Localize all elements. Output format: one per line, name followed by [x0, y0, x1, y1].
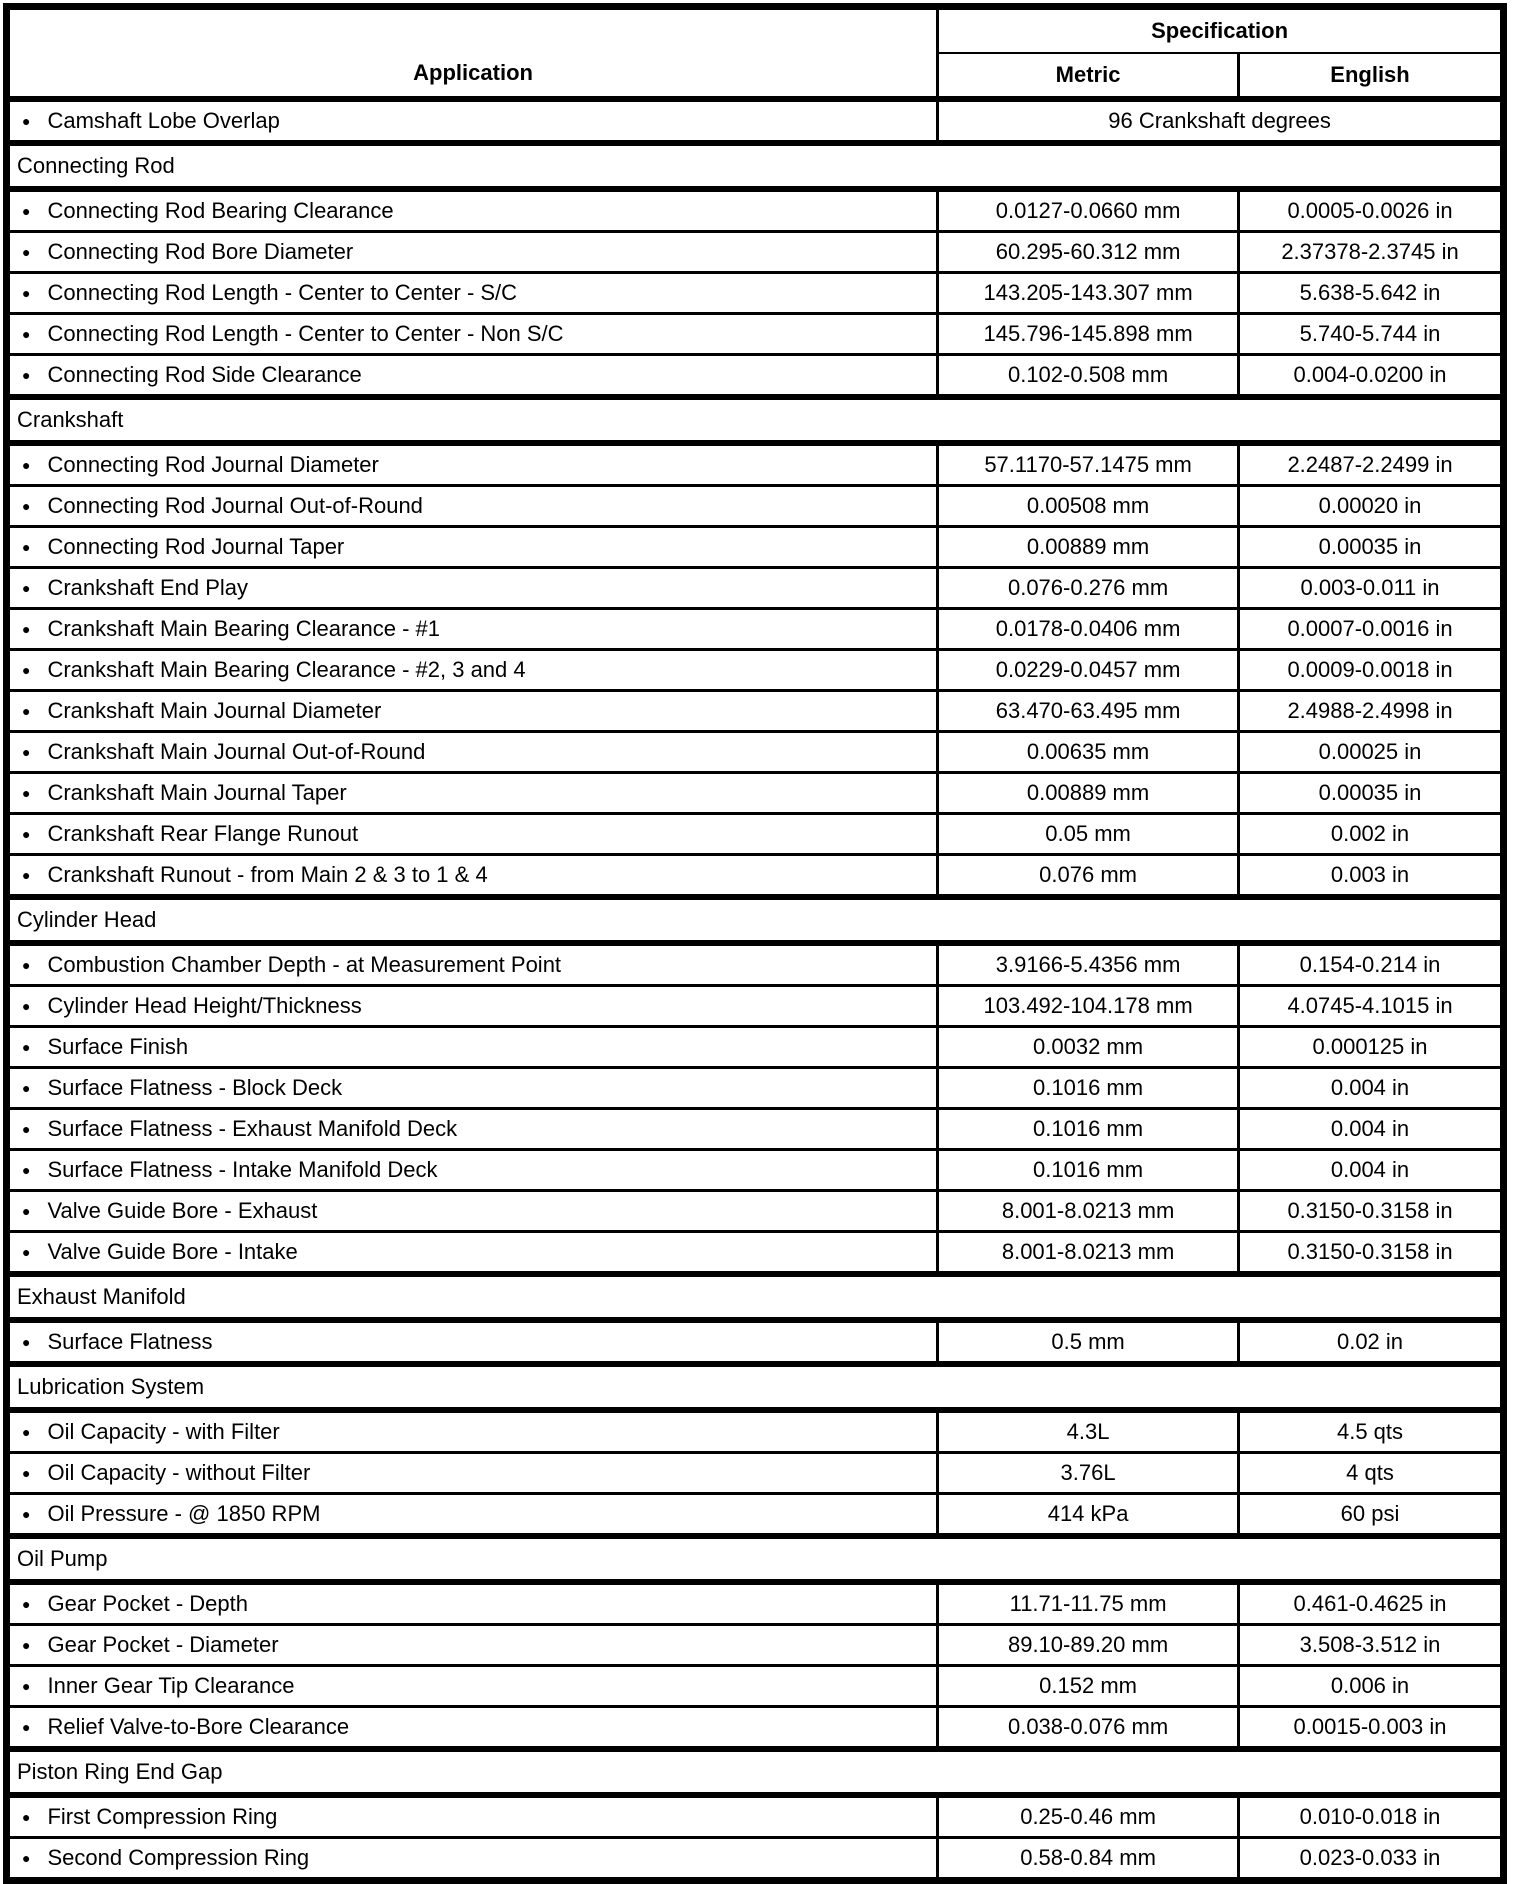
metric-cell: 60.295-60.312 mm — [938, 232, 1239, 273]
specification-table — [3, 3, 1507, 1884]
application-cell — [7, 1191, 938, 1232]
application-cell — [7, 855, 938, 898]
spec-row — [7, 568, 1504, 609]
metric-cell: 11.71-11.75 mm — [938, 1582, 1239, 1625]
english-cell: 0.00020 in — [1239, 486, 1504, 527]
bullet-icon: ● — [22, 1719, 31, 1736]
english-cell: 2.2487-2.2499 in — [1239, 443, 1504, 486]
bullet-icon: ● — [22, 539, 31, 556]
application-cell — [7, 1582, 938, 1625]
spec-row — [7, 1027, 1504, 1068]
english-cell: 5.740-5.744 in — [1239, 314, 1504, 355]
application-label: Valve Guide Bore - Exhaust — [47, 1198, 318, 1224]
bullet-icon: ● — [22, 285, 31, 302]
spec-row — [7, 814, 1504, 855]
metric-cell: 0.076 mm — [938, 855, 1239, 898]
metric-cell: 145.796-145.898 mm — [938, 314, 1239, 355]
application-label: Valve Guide Bore - Intake — [47, 1239, 298, 1265]
spec-row — [7, 1150, 1504, 1191]
bullet-icon: ● — [22, 785, 31, 802]
application-label: Gear Pocket - Depth — [47, 1591, 249, 1617]
application-label: Surface Finish — [47, 1034, 189, 1060]
application-label: Connecting Rod Side Clearance — [47, 362, 362, 388]
english-cell: 0.003 in — [1239, 855, 1504, 898]
metric-cell: 0.1016 mm — [938, 1150, 1239, 1191]
bullet-icon: ● — [22, 1162, 31, 1179]
english-cell: 0.02 in — [1239, 1320, 1504, 1364]
application-cell — [7, 650, 938, 691]
metric-cell: 0.076-0.276 mm — [938, 568, 1239, 609]
application-label: Gear Pocket - Diameter — [47, 1632, 279, 1658]
application-cell — [7, 1410, 938, 1453]
metric-cell: 0.00889 mm — [938, 773, 1239, 814]
application-cell — [7, 527, 938, 568]
spec-row — [7, 609, 1504, 650]
english-cell: 0.0007-0.0016 in — [1239, 609, 1504, 650]
spec-row — [7, 855, 1504, 898]
section-row — [7, 1536, 1504, 1582]
section-row — [7, 1364, 1504, 1410]
spec-row — [7, 1838, 1504, 1881]
application-label: Connecting Rod Journal Taper — [47, 534, 345, 560]
application-cell — [7, 1625, 938, 1666]
application-label: Camshaft Lobe Overlap — [47, 108, 280, 134]
application-cell — [7, 273, 938, 314]
application-cell — [7, 486, 938, 527]
application-label: Combustion Chamber Depth - at Measurement Point — [47, 952, 562, 978]
english-cell: 0.0005-0.0026 in — [1239, 189, 1504, 232]
spec-row — [7, 232, 1504, 273]
bullet-icon: ● — [22, 113, 31, 130]
spec-row — [7, 691, 1504, 732]
specification-span-cell: 96 Crankshaft degrees — [938, 99, 1504, 143]
bullet-icon: ● — [22, 1678, 31, 1695]
spec-row — [7, 1232, 1504, 1275]
spec-row — [7, 1410, 1504, 1453]
application-cell — [7, 189, 938, 232]
spec-table-body — [7, 99, 1504, 1881]
section-row — [7, 1274, 1504, 1320]
bullet-icon: ● — [22, 1334, 31, 1351]
bullet-icon: ● — [22, 998, 31, 1015]
bullet-icon: ● — [22, 1596, 31, 1613]
application-cell — [7, 773, 938, 814]
section-row — [7, 397, 1504, 443]
application-label: Connecting Rod Length - Center to Center - Non S/C — [47, 321, 564, 347]
bullet-icon: ● — [22, 867, 31, 884]
metric-cell: 0.0178-0.0406 mm — [938, 609, 1239, 650]
metric-cell: 0.5 mm — [938, 1320, 1239, 1364]
application-label: Crankshaft Main Journal Out-of-Round — [47, 739, 426, 765]
bullet-icon: ● — [22, 203, 31, 220]
english-cell: 0.3150-0.3158 in — [1239, 1232, 1504, 1275]
english-cell: 0.000125 in — [1239, 1027, 1504, 1068]
english-cell: 4.0745-4.1015 in — [1239, 986, 1504, 1027]
section-row — [7, 897, 1504, 943]
section-label: Oil Pump — [7, 1536, 1504, 1582]
english-cell: 3.508-3.512 in — [1239, 1625, 1504, 1666]
english-cell: 0.0009-0.0018 in — [1239, 650, 1504, 691]
metric-cell: 57.1170-57.1475 mm — [938, 443, 1239, 486]
spec-row — [7, 273, 1504, 314]
application-cell — [7, 355, 938, 398]
application-cell — [7, 1232, 938, 1275]
application-cell — [7, 1027, 938, 1068]
metric-cell: 63.470-63.495 mm — [938, 691, 1239, 732]
section-row — [7, 143, 1504, 189]
spec-row — [7, 650, 1504, 691]
bullet-icon: ● — [22, 957, 31, 974]
bullet-icon: ● — [22, 498, 31, 515]
bullet-icon: ● — [22, 457, 31, 474]
spec-row — [7, 486, 1504, 527]
bullet-icon: ● — [22, 826, 31, 843]
application-cell — [7, 814, 938, 855]
bullet-icon: ● — [22, 1121, 31, 1138]
application-label: Connecting Rod Bore Diameter — [47, 239, 354, 265]
application-cell — [7, 1666, 938, 1707]
application-label: Surface Flatness - Intake Manifold Deck — [47, 1157, 438, 1183]
spec-row — [7, 1109, 1504, 1150]
metric-cell: 0.00889 mm — [938, 527, 1239, 568]
english-cell: 0.00035 in — [1239, 773, 1504, 814]
metric-cell: 0.0127-0.0660 mm — [938, 189, 1239, 232]
application-label: Crankshaft End Play — [47, 575, 249, 601]
application-cell — [7, 986, 938, 1027]
bullet-icon: ● — [22, 580, 31, 597]
bullet-icon: ● — [22, 1465, 31, 1482]
bullet-icon: ● — [22, 1203, 31, 1220]
application-label: Inner Gear Tip Clearance — [47, 1673, 295, 1699]
spec-row — [7, 943, 1504, 986]
application-column-header: Application — [7, 7, 938, 100]
header-row-1 — [7, 7, 1504, 54]
metric-cell: 103.492-104.178 mm — [938, 986, 1239, 1027]
spec-row — [7, 355, 1504, 398]
application-cell — [7, 314, 938, 355]
metric-cell: 0.25-0.46 mm — [938, 1795, 1239, 1838]
english-cell: 0.00035 in — [1239, 527, 1504, 568]
english-cell: 0.004 in — [1239, 1150, 1504, 1191]
application-cell — [7, 1068, 938, 1109]
metric-cell: 8.001-8.0213 mm — [938, 1191, 1239, 1232]
section-label: Cylinder Head — [7, 897, 1504, 943]
application-label: Crankshaft Rear Flange Runout — [47, 821, 359, 847]
metric-column-header: Metric — [938, 53, 1239, 99]
bullet-icon: ● — [22, 744, 31, 761]
spec-row — [7, 1625, 1504, 1666]
english-cell: 2.4988-2.4998 in — [1239, 691, 1504, 732]
section-label: Crankshaft — [7, 397, 1504, 443]
section-label: Exhaust Manifold — [7, 1274, 1504, 1320]
metric-cell: 414 kPa — [938, 1494, 1239, 1537]
application-cell — [7, 1707, 938, 1750]
application-cell — [7, 99, 938, 143]
english-cell: 0.004 in — [1239, 1109, 1504, 1150]
metric-cell: 0.0229-0.0457 mm — [938, 650, 1239, 691]
section-label: Lubrication System — [7, 1364, 1504, 1410]
application-label: Oil Capacity - without Filter — [47, 1460, 311, 1486]
metric-cell: 0.00635 mm — [938, 732, 1239, 773]
english-cell: 0.002 in — [1239, 814, 1504, 855]
metric-cell: 4.3L — [938, 1410, 1239, 1453]
english-column-header: English — [1239, 53, 1504, 99]
bullet-icon: ● — [22, 621, 31, 638]
spec-row — [7, 1795, 1504, 1838]
spec-row — [7, 773, 1504, 814]
english-cell: 4 qts — [1239, 1453, 1504, 1494]
spec-row — [7, 1494, 1504, 1537]
spec-row — [7, 1453, 1504, 1494]
metric-cell: 143.205-143.307 mm — [938, 273, 1239, 314]
metric-cell: 0.1016 mm — [938, 1068, 1239, 1109]
application-label: Surface Flatness - Block Deck — [47, 1075, 343, 1101]
application-label: Crankshaft Runout - from Main 2 & 3 to 1 & 4 — [47, 862, 488, 888]
application-label: Oil Capacity - with Filter — [47, 1419, 280, 1445]
section-label: Piston Ring End Gap — [7, 1749, 1504, 1795]
metric-cell: 0.58-0.84 mm — [938, 1838, 1239, 1881]
metric-cell: 89.10-89.20 mm — [938, 1625, 1239, 1666]
english-cell: 4.5 qts — [1239, 1410, 1504, 1453]
bullet-icon: ● — [22, 1809, 31, 1826]
spec-row — [7, 527, 1504, 568]
metric-cell: 0.102-0.508 mm — [938, 355, 1239, 398]
spec-row — [7, 189, 1504, 232]
spec-row — [7, 1582, 1504, 1625]
metric-cell: 0.038-0.076 mm — [938, 1707, 1239, 1750]
metric-cell: 3.76L — [938, 1453, 1239, 1494]
specification-column-header: Specification — [938, 7, 1504, 54]
spec-row — [7, 1320, 1504, 1364]
spec-row — [7, 1068, 1504, 1109]
application-cell — [7, 732, 938, 773]
metric-cell: 0.152 mm — [938, 1666, 1239, 1707]
application-cell — [7, 1320, 938, 1364]
spec-row — [7, 1707, 1504, 1750]
bullet-icon: ● — [22, 1506, 31, 1523]
english-cell: 0.006 in — [1239, 1666, 1504, 1707]
application-label: Connecting Rod Bearing Clearance — [47, 198, 394, 224]
english-cell: 0.003-0.011 in — [1239, 568, 1504, 609]
application-label: Crankshaft Main Bearing Clearance - #1 — [47, 616, 440, 642]
application-cell — [7, 609, 938, 650]
application-cell — [7, 1494, 938, 1537]
application-cell — [7, 1838, 938, 1881]
application-cell — [7, 232, 938, 273]
spec-row — [7, 1191, 1504, 1232]
spec-row — [7, 314, 1504, 355]
metric-cell: 0.05 mm — [938, 814, 1239, 855]
application-label: Second Compression Ring — [47, 1845, 310, 1871]
english-cell: 0.3150-0.3158 in — [1239, 1191, 1504, 1232]
section-row — [7, 1749, 1504, 1795]
application-label: Crankshaft Main Bearing Clearance - #2, 3 and 4 — [47, 657, 526, 683]
english-cell: 0.00025 in — [1239, 732, 1504, 773]
section-label: Connecting Rod — [7, 143, 1504, 189]
application-label: First Compression Ring — [47, 1804, 278, 1830]
metric-cell: 8.001-8.0213 mm — [938, 1232, 1239, 1275]
application-cell — [7, 1453, 938, 1494]
spec-row — [7, 443, 1504, 486]
application-cell — [7, 691, 938, 732]
bullet-icon: ● — [22, 1039, 31, 1056]
bullet-icon: ● — [22, 1637, 31, 1654]
english-cell: 0.154-0.214 in — [1239, 943, 1504, 986]
application-label: Crankshaft Main Journal Diameter — [47, 698, 382, 724]
english-cell: 60 psi — [1239, 1494, 1504, 1537]
metric-cell: 3.9166-5.4356 mm — [938, 943, 1239, 986]
application-label: Surface Flatness — [47, 1329, 213, 1355]
application-cell — [7, 1150, 938, 1191]
metric-cell: 0.1016 mm — [938, 1109, 1239, 1150]
application-cell — [7, 1795, 938, 1838]
english-cell: 2.37378-2.3745 in — [1239, 232, 1504, 273]
application-label: Surface Flatness - Exhaust Manifold Deck — [47, 1116, 458, 1142]
english-cell: 5.638-5.642 in — [1239, 273, 1504, 314]
bullet-icon: ● — [22, 367, 31, 384]
spec-row — [7, 99, 1504, 143]
bullet-icon: ● — [22, 1080, 31, 1097]
bullet-icon: ● — [22, 662, 31, 679]
application-label: Crankshaft Main Journal Taper — [47, 780, 347, 806]
bullet-icon: ● — [22, 244, 31, 261]
application-label: Connecting Rod Length - Center to Center - S/C — [47, 280, 518, 306]
table-header — [7, 7, 1504, 100]
english-cell: 0.023-0.033 in — [1239, 1838, 1504, 1881]
spec-row — [7, 732, 1504, 773]
metric-cell: 0.0032 mm — [938, 1027, 1239, 1068]
english-cell: 0.461-0.4625 in — [1239, 1582, 1504, 1625]
metric-cell: 0.00508 mm — [938, 486, 1239, 527]
english-cell: 0.010-0.018 in — [1239, 1795, 1504, 1838]
application-cell — [7, 568, 938, 609]
bullet-icon: ● — [22, 1424, 31, 1441]
english-cell: 0.004-0.0200 in — [1239, 355, 1504, 398]
bullet-icon: ● — [22, 326, 31, 343]
application-label: Relief Valve-to-Bore Clearance — [47, 1714, 350, 1740]
english-cell: 0.004 in — [1239, 1068, 1504, 1109]
application-cell — [7, 943, 938, 986]
bullet-icon: ● — [22, 1850, 31, 1867]
application-label: Connecting Rod Journal Diameter — [47, 452, 379, 478]
spec-row — [7, 986, 1504, 1027]
application-label: Connecting Rod Journal Out-of-Round — [47, 493, 423, 519]
bullet-icon: ● — [22, 1244, 31, 1261]
spec-row — [7, 1666, 1504, 1707]
application-cell — [7, 1109, 938, 1150]
specification-table-wrap — [3, 3, 1507, 1884]
application-label: Oil Pressure - @ 1850 RPM — [47, 1501, 321, 1527]
application-label: Cylinder Head Height/Thickness — [47, 993, 362, 1019]
english-cell: 0.0015-0.003 in — [1239, 1707, 1504, 1750]
bullet-icon: ● — [22, 703, 31, 720]
application-cell — [7, 443, 938, 486]
